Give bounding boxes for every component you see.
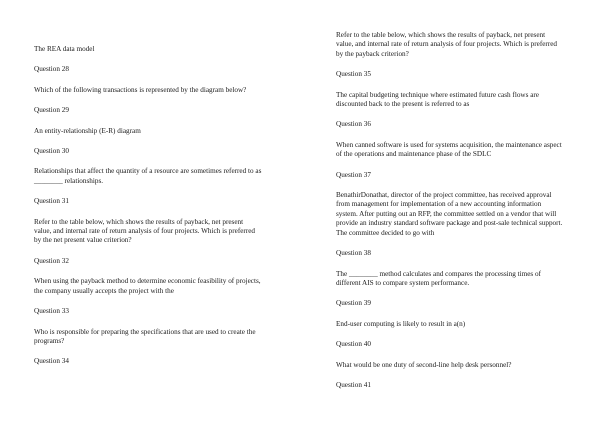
question-number: Question 41	[336, 380, 371, 389]
question-number: Question 37	[336, 170, 371, 179]
question-number: Question 39	[336, 299, 371, 308]
question-number: Question 34	[34, 357, 69, 366]
question-text: Which of the following transactions is represented by the diagram below?	[34, 85, 247, 94]
section-heading: The REA data model	[34, 45, 95, 53]
question-text: End-user computing is likely to result in a(n)	[336, 319, 466, 328]
question-text: Refer to the table below, which shows the results of payback, net present value, and internal rate of return analysis of four projects. Which is preferred by the payback criterion?	[336, 31, 557, 58]
right-page	[300, 0, 600, 424]
question-text: The ________ method calculates and compares the processing times of different AIS to compare system performance.	[336, 269, 541, 287]
question-text: What would be one duty of second-line help desk personnel?	[336, 360, 512, 369]
question-number: Question 36	[336, 120, 371, 129]
question-number: Question 35	[336, 70, 371, 79]
question-text: The capital budgeting technique where estimated future cash flows are discounted back to the present is referred to as	[336, 90, 539, 109]
question-number: Question 32	[34, 256, 69, 265]
question-number: Question 40	[336, 340, 371, 349]
question-number: Question 29	[34, 106, 69, 115]
question-text: Refer to the table below, which shows the results of payback, net present value, and internal rate of return analysis of four projects. Which is preferred by the net present value criterion?	[34, 217, 255, 245]
question-text: Who is responsible for preparing the specifications that are used to create the programs?	[34, 327, 256, 345]
question-text: Relationships that affect the quantity of a resource are sometimes referred to as ________ relationships.	[34, 167, 262, 185]
question-text: When using the payback method to determine economic feasibility of projects, the company usually accepts the project with the	[34, 277, 261, 295]
right-text-column	[336, 31, 564, 401]
question-text: BenathirDonathat, director of the project committee, has received approval from management for implementation of a new accounting information system. After putting out an RFP, the committee settled on a vendor that will provide an industry standard software package and post-sale technical support. The committee decided to go with	[336, 191, 563, 237]
question-number: Question 31	[34, 197, 69, 206]
question-number: Question 28	[34, 65, 69, 74]
question-text: When canned software is used for systems acquisition, the maintenance aspect of the operations and maintenance phase of the SDLC	[336, 140, 562, 159]
question-number: Question 30	[34, 147, 69, 156]
question-text: An entity-relationship (E-R) diagram	[34, 126, 141, 135]
question-number: Question 33	[34, 307, 69, 316]
left-text-column	[34, 45, 262, 378]
question-number: Question 38	[336, 249, 371, 258]
